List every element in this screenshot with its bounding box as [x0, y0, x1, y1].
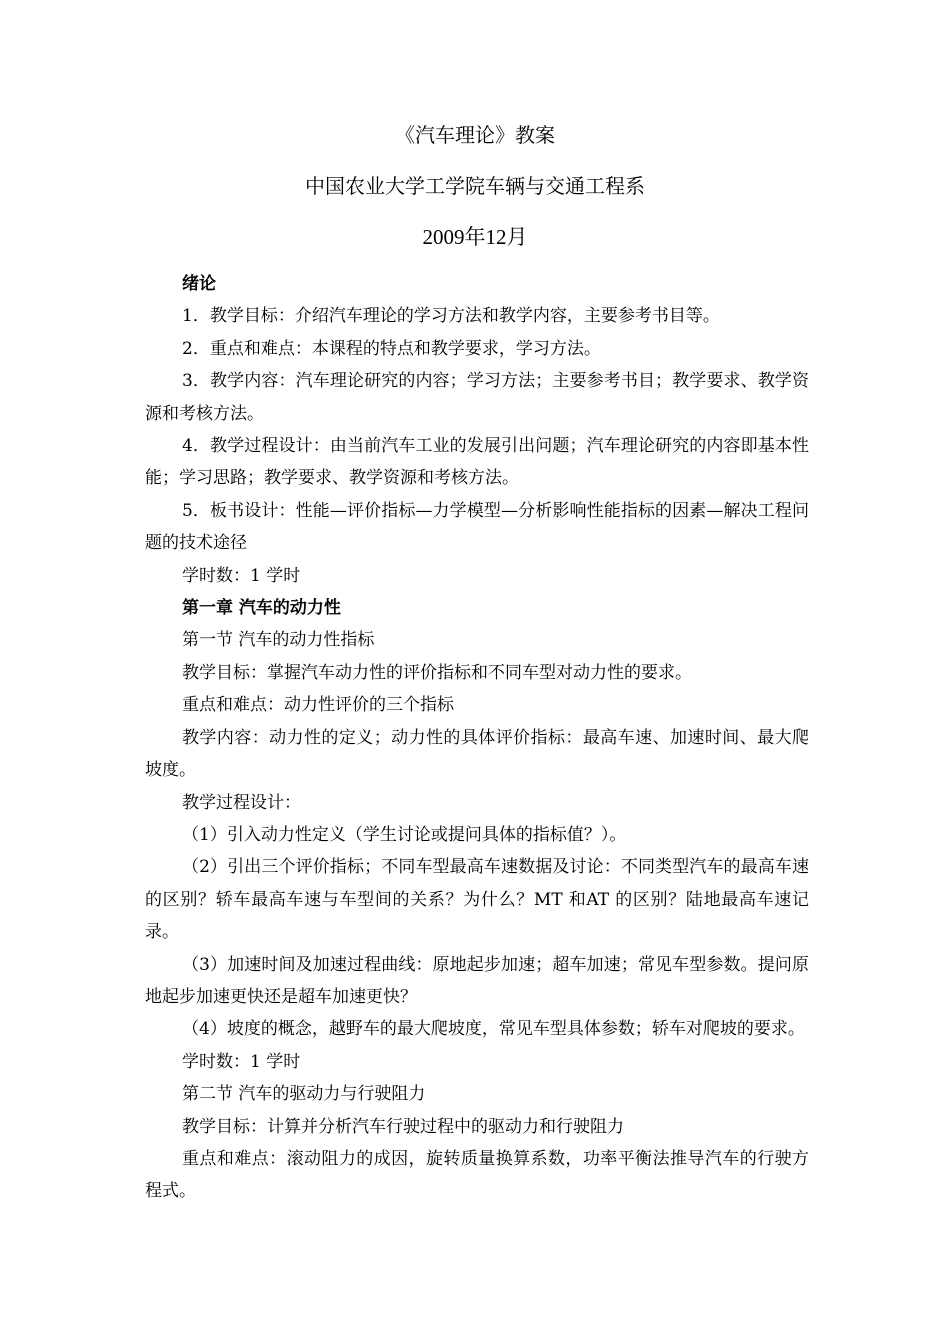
section2-goal: 教学目标：计算并分析汽车行驶过程中的驱动力和行驶阻力	[182, 1116, 624, 1137]
document-body	[145, 268, 809, 1208]
intro-key-points: 2．重点和难点：本课程的特点和教学要求，学习方法。	[182, 338, 601, 359]
section2-title: 第二节 汽车的驱动力与行驶阻力	[182, 1084, 426, 1105]
document-title: 《汽车理论》教案	[395, 123, 555, 147]
section1-step-1: （1）引入动力性定义（学生讨论或提问具体的指标值？）。	[182, 824, 627, 845]
intro-content: 3．教学内容：汽车理论研究的内容；学习方法；主要参考书目；教学要求、教学资源和考核方法。	[145, 371, 809, 424]
intro-goal: 1．教学目标：介绍汽车理论的学习方法和教学内容，主要参考书目等。	[182, 306, 720, 327]
section1-content: 教学内容：动力性的定义；动力性的具体评价指标：最高车速、加速时间、最大爬坡度。	[145, 727, 809, 781]
section1-step-2: （2）引出三个评价指标；不同车型最高车速数据及讨论：不同类型汽车的最高车速的区别？轿车最高车速与车型间的关系？为什么？MT 和AT 的区别？陆地最高车速记录。	[145, 857, 809, 943]
section1-hours: 学时数：1 学时	[182, 1051, 301, 1072]
chapter1-heading: 第一章 汽车的动力性	[182, 598, 341, 619]
date-line: 2009年12月	[422, 225, 528, 249]
intro-hours: 学时数：1 学时	[182, 565, 301, 586]
intro-board: 5．板书设计：性能—评价指标—力学模型—分析影响性能指标的因素—解决工程问题的技术途径	[145, 500, 809, 554]
section1-step-3: （3）加速时间及加速过程曲线：原地起步加速；超车加速；常见车型参数。提问原地起步加速更快还是超车加速更快？	[145, 954, 809, 1007]
section2-key-points: 重点和难点：滚动阻力的成因，旋转质量换算系数，功率平衡法推导汽车的行驶方程式。	[145, 1148, 809, 1202]
section1-process-label: 教学过程设计：	[182, 792, 301, 813]
section1-step-4: （4）坡度的概念，越野车的最大爬坡度，常见车型具体参数；轿车对爬坡的要求。	[182, 1019, 805, 1040]
intro-heading: 绪论	[182, 274, 216, 294]
section1-key-points: 重点和难点：动力性评价的三个指标	[182, 695, 454, 716]
intro-process: 4．教学过程设计：由当前汽车工业的发展引出问题；汽车理论研究的内容即基本性能；学习思路；教学要求、教学资源和考核方法。	[145, 436, 809, 489]
section1-goal: 教学目标：掌握汽车动力性的评价指标和不同车型对动力性的要求。	[182, 662, 692, 683]
organization-line: 中国农业大学工学院车辆与交通工程系	[305, 174, 645, 198]
section1-title: 第一节 汽车的动力性指标	[182, 630, 375, 651]
